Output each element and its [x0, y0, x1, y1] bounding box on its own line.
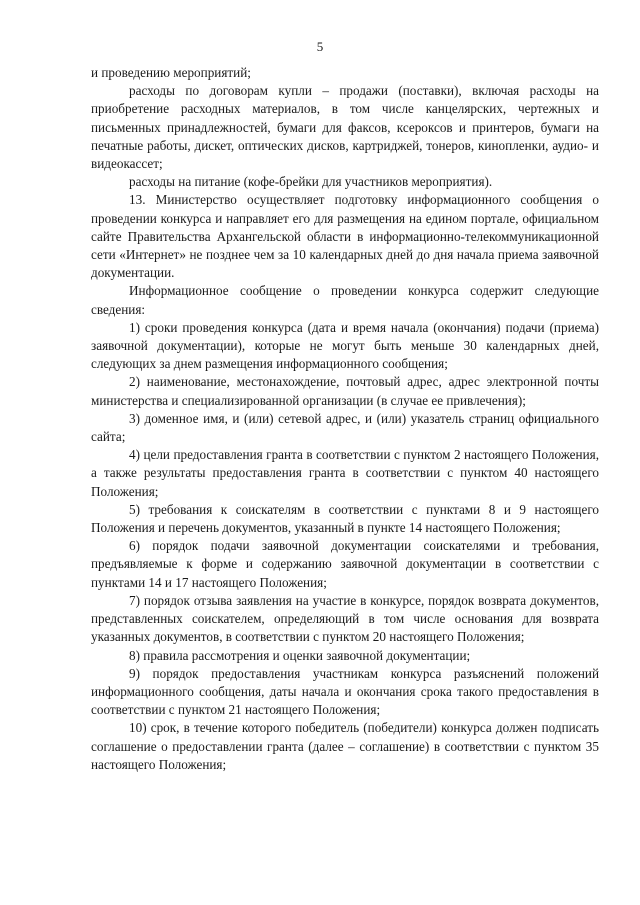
page-number: 5 [316, 39, 324, 54]
list-item: 6) порядок подачи заявочной документации соискателями и требования, предъявляемые к форме и содержанию заявочной документации в соответствии с пунктами 14 и 17 настоящего Положения; [91, 538, 599, 590]
list-item: 2) наименование, местонахождение, почтовый адрес, адрес электронной почты министерства и специализированной организации (в случае ее привлечения); [91, 374, 599, 408]
list-item: 7) порядок отзыва заявления на участие в конкурсе, порядок возврата документов, представленных соискателем, определяющий в том числе основания для возврата указанных документов, в соответствии с пунктом 20 настоящего Положения; [91, 592, 599, 645]
list-item: 9) порядок предоставления участникам конкурса разъяснений положений информационного сообщения, даты начала и окончания срока такого предоставления в соответствии с пунктом 21 настоящего Положения; [91, 665, 599, 718]
list-item: 3) доменное имя, и (или) сетевой адрес, и (или) указатель страниц официального сайта; [91, 410, 599, 445]
list-item: 10) срок, в течение которого победитель (победители) конкурса должен подписать соглашение о предоставлении гранта (далее – соглашение) в соответствии с пунктом 35 настоящего Положения; [91, 720, 599, 772]
list-item: 1) сроки проведения конкурса (дата и время начала (окончания) подачи (приема) заявочной документации), которые не могут быть меньше 30 календарных дней, следующих за днем размещения информационного сообщения; [91, 319, 599, 372]
document-body [91, 64, 599, 774]
list-item: 5) требования к соискателям в соответствии с пунктами 8 и 9 настоящего Положения и перечень документов, указанный в пункте 14 настоящего Положения; [91, 501, 599, 536]
paragraph: расходы по договорам купли – продажи (поставки), включая расходы на приобретение расходных материалов, в том числе канцелярских, чертежных и письменных принадлежностей, бумаги для факсов, ксероксов и принтеров, бумаги на печатные работы, дискет, оптических дисков, картриджей, тонеров, кинопленки, аудио- и видеокассет; [91, 83, 599, 172]
paragraph: Информационное сообщение о проведении конкурса содержит следующие сведения: [91, 283, 599, 317]
paragraph: расходы на питание (кофе-брейки для участников мероприятия). [129, 174, 493, 190]
list-item: 8) правила рассмотрения и оценки заявочной документации; [129, 647, 471, 663]
list-item: 4) цели предоставления гранта в соответствии с пунктом 2 настоящего Положения, а также результаты предоставления гранта в соответствии с пунктом 40 настоящего Положения; [91, 447, 599, 499]
paragraph: 13. Министерство осуществляет подготовку информационного сообщения о проведении конкурса и направляет его для размещения на едином портале, официальном сайте Правительства Архангельской области в информационно-телекоммуникационной сети «Интернет» не позднее чем за 10 календарных дней до дня начала приема заявочной документации. [91, 192, 599, 281]
paragraph: и проведению мероприятий; [91, 65, 251, 80]
